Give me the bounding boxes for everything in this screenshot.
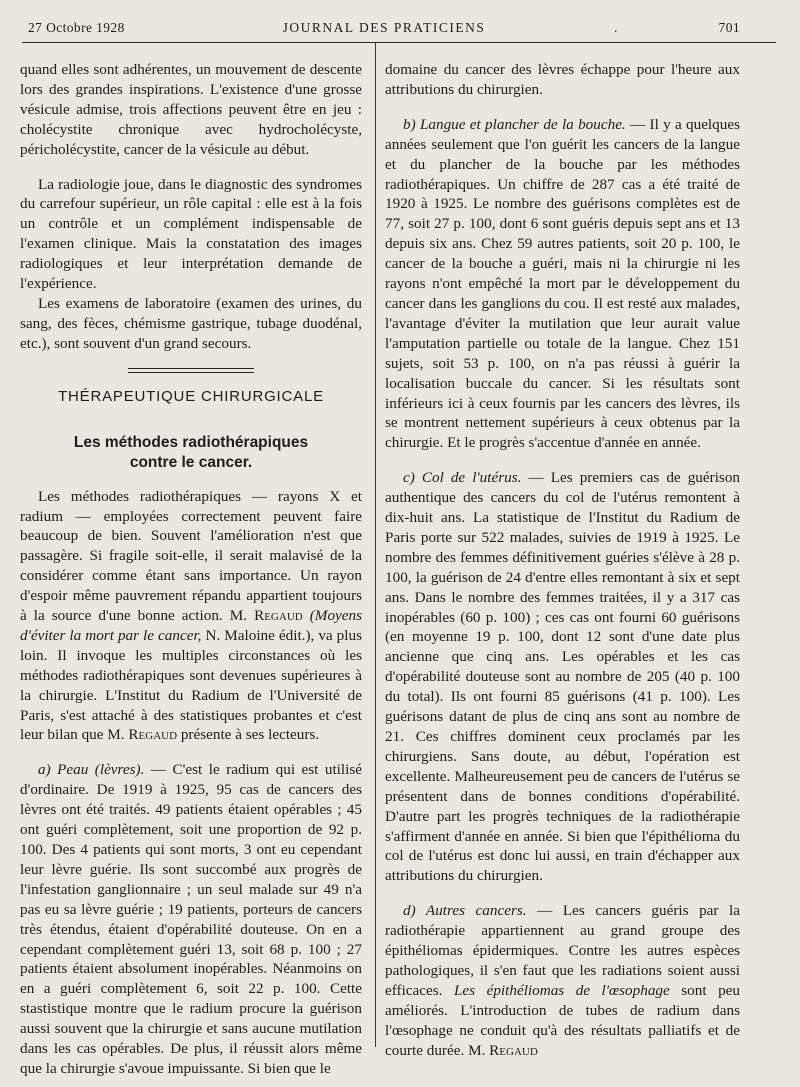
paragraph-autres [385, 901, 740, 1060]
paragraph-langue [385, 115, 740, 453]
intro-text-c: présente à ses lecteurs. [180, 726, 320, 744]
intro-text-b: N. Maloine édit.), va plus loin. Il invoque les multiples circonstances où les méthodes radiothérapiques sont devenues supérieures à la chirurgie. L'Institut du Radium de l'Université de Paris, s'est attaché à des statistiques probantes et c'est leur bilan que M. [20, 626, 362, 744]
header-rule [22, 42, 776, 43]
paragraph-vesicule: quand elles sont adhérentes, un mouvement de descente lors des grandes inspirations. L'existence d'une grosse vésicule admise, trois affections peuvent être en jeu : cholécystite chronique avec hydrocholécyste, péricholécystite, cancer de la vésicule au début. [20, 61, 362, 158]
uterus-text: — Les premiers cas de guérison authentique des cancers du col de l'utérus remontent à dix-huit ans. La statistique de l'Institut du Radium de Paris porte sur 522 malades, suivies de 1919 à 1925. Le nombre des femmes définitivement guéries s'élève à 28 p. 100, la guérison de 24 d'entre elles remontant à six et sept ans. Dans le nombre des femmes traitées, il y a 317 cas inopérables (60 p. 100) ; ces cas ont fourni 60 guérisons (en moyenne 19 p. 100, dont 12 sont d'une date plus ancienne que cinq ans. Les opérables et les cas d'opérabilité douteuse sont au nombre de 205 (40 p. 100 du total). Ils ont fourni 85 guérisons (41 p. 100). Les guérisons datant de plus de cinq ans sont au nombre de 21. Ces chiffres dominent ceux proclamés par les chirurgiens. Sans doute, au début, l'opération est excellente. Malheureusement peu de cancers de l'utérus se présentent dans de bonnes conditions d'opérabilité. D'autre part les progrès techniques de la radiothérapie s'affirment d'année en année. Si bien que l'épithélioma du col de l'utérus est donc lui aussi, en train d'échapper aux attributions du chirurgien. [385, 469, 741, 885]
paragraph-peau [20, 760, 362, 1079]
oesophage-italic: Les épithéliomas de l'œsophage [453, 981, 670, 999]
page-header [28, 20, 740, 40]
autres-text: — Les cancers guéris par la radiothérapie appartiennent au grand groupe des épithéliomas épidermiques. Contre les autres espèces pathologiques, il s'en faut que les radiations soient aussi efficaces. [385, 902, 740, 999]
article-title [20, 433, 362, 473]
section-title: THÉRAPEUTIQUE CHIRURGICALE [58, 387, 324, 405]
paragraph-intro [20, 487, 362, 746]
paragraph-uterus [385, 468, 740, 886]
peau-text: — C'est le radium qui est utilisé d'ordinaire. De 1919 à 1925, 95 cas de cancers des lèvres ont été traités. 49 patients étaient opérables ; 45 ont guéri complètement, soit une proportion de 92 p. 100. Des 4 patients qui sont morts, 3 ont eu cependant leur lèvre guérie. Ils sont succombé aux progrès de l'infestation ganglionnaire ; un seul malade sur 49 n'a pas eu sa lèvre guérie ; 19 patients, porteurs de cancers très étendus, étaient d'opérabilité douteuse. On en a cependant complètement guéri 13, soit 68 p. 100 ; 27 patients étaient absolument inopérables. Néanmoins on en a guéri complètement 6, soit 22 p. 100. Cette stastistique montre que le radium procure la guérison aussi souvent que la chirurgie et sans aucune mutilation dans les cas opérables. De plus, il réussit alors même que la chirurgie s'avoue impuissante. Si bien que le [20, 761, 362, 1077]
article-title-line-1: Les méthodes radiothérapiques [73, 433, 309, 451]
column-divider [375, 43, 376, 1047]
intro-text-a: Les méthodes radiothérapiques — rayons X et radium — employées correctement peuvent faire beaucoup de bien. Souvent l'amélioration n'est que passagère. Si fragile soit-elle, il serait malavisé de la considérer comme étant sans importance. Un rayon d'espoir même pauvrement répandu appartient toujours à la source d'une bonne action. M. [20, 487, 362, 625]
autres-text-2: sont peu améliorés. L'introduction de tubes de radium dans l'œsophage ne conduit qu'à des résultats palliatifs et de courte durée. M. [385, 981, 740, 1059]
paragraph-radiologie: La radiologie joue, dans le diagnostic des syndromes du carrefour supérieur, un rôle capital : elle est à la fois un contrôle et un complément indispensable de l'examen clinique. Mais la constatation des images radiologiques et leur interprétation demande de l'expérience. [20, 175, 362, 293]
header-date: 27 Octobre 1928 [28, 20, 125, 35]
subsection-label-autres: d) Autres cancers. [403, 902, 527, 920]
right-column [385, 60, 740, 1061]
author-name-2: Regaud [128, 726, 178, 744]
header-dot: . [614, 20, 618, 35]
section-separator [128, 368, 254, 373]
subsection-label-uterus: c) Col de l'utérus. [403, 469, 522, 487]
paragraph-laboratoire: Les examens de laboratoire (examen des urines, du sang, des fèces, chémisme gastrique, tubage duodénal, etc.), sont souvent d'un grand secours. [20, 294, 362, 352]
subsection-label-peau: a) Peau (lèvres). [38, 761, 145, 779]
subsection-label-langue: b) Langue et plancher de la bouche. [403, 115, 626, 133]
author-name-3: Regaud [489, 1041, 538, 1059]
page-number: 701 [718, 20, 740, 35]
langue-text: — Il y a quelques années seulement que l'on guérit les cancers de la langue et du plancher de la bouche par les méthodes radiothérapiques. Un chiffre de 287 cas a été traité de 1920 à 1925. Le nombre des guérisons complètes est de 77, soit 27 p. 100, dont 6 sont guéris depuis sept ans et 13 depuis six ans. Chez 59 autres patients, soit 20 p. 100, le cancer de la bouche a guéri, mais ni la chirurgie ni les rayons n'ont empêché la mort par le développement du cancer dans les ganglions du cou. Il est resté aux malades, l'avantage d'éviter la mutilation que leur aurait value l'amputation partielle ou totale de la langue. Chez 151 sujets, soit 53 p. 100, on n'a pas réussi à guérir la localisation buccale du cancer. Si les résultats sont inférieurs ici à ceux fournis par les cancers des lèvres, ils se montrent nettement supérieurs à ceux obtenus par la chirurgie. Et le progrès s'accentue d'année en année. [385, 115, 740, 452]
article-title-line-2: contre le cancer. [129, 453, 253, 471]
journal-title: JOURNAL DES PRATICIENS [282, 20, 486, 35]
paragraph-levres-end: domaine du cancer des lèvres échappe pour l'heure aux attributions du chirurgien. [385, 61, 740, 98]
book-title: (Moyens d'éviter la mort par le cancer, [20, 607, 363, 644]
left-column [20, 60, 362, 1079]
author-name: Regaud [254, 607, 303, 625]
